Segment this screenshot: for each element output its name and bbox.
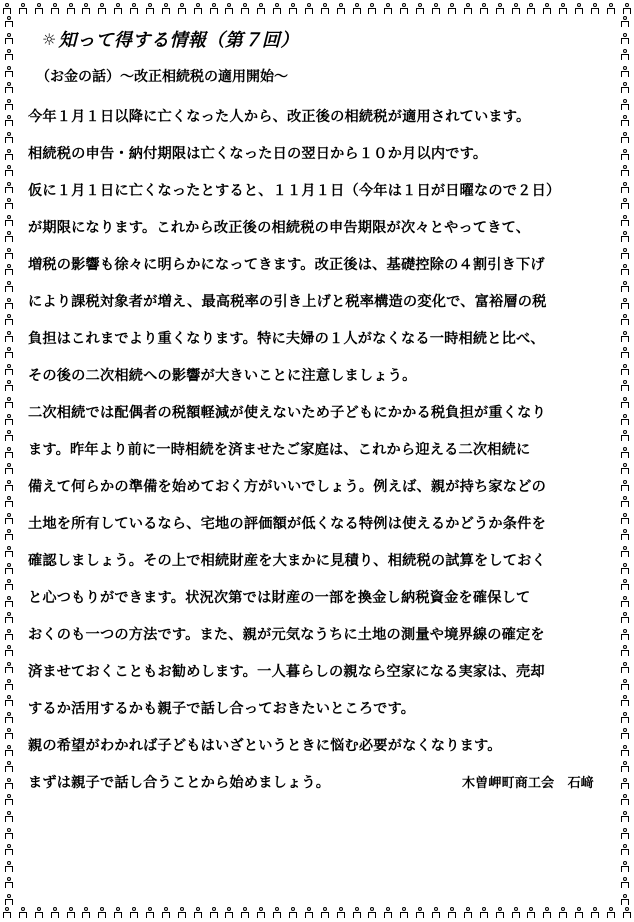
person-figure-icon (620, 380, 630, 392)
person-figure-icon (4, 33, 14, 45)
person-figure-icon (4, 563, 14, 575)
person-figure-icon (4, 761, 14, 773)
person-figure-icon (620, 679, 630, 691)
body-line: 備えて何らかの準備を始めておく方がいいでしょう。例えば、親が持ち家などの (28, 479, 546, 495)
person-figure-icon (4, 215, 14, 227)
person-figure-icon (620, 645, 630, 657)
person-figure-icon (620, 629, 630, 641)
closing-sentence: まずは親子で話し合うことから始めましょう。 (28, 775, 331, 791)
body-line: 相続税の申告・納付期限は亡くなった日の翌日から１０か月以内です。 (28, 146, 488, 162)
person-figure-icon (620, 828, 630, 840)
star-icon: ☼ (42, 29, 57, 49)
person-figure-icon (620, 198, 630, 210)
person-figure-icon (620, 397, 630, 409)
person-figure-icon (145, 907, 155, 919)
person-figure-icon (97, 3, 107, 15)
person-figure-icon (620, 182, 630, 194)
person-figure-icon (304, 907, 314, 919)
person-figure-icon (431, 907, 441, 919)
person-figure-icon (620, 745, 630, 757)
person-figure-icon (4, 149, 14, 161)
person-figure-icon (620, 894, 630, 906)
person-figure-icon (4, 264, 14, 276)
person-figure-icon (256, 3, 266, 15)
person-figure-icon (620, 264, 630, 276)
person-figure-icon (620, 165, 630, 177)
person-figure-icon (4, 629, 14, 641)
person-figure-icon (4, 281, 14, 293)
person-figure-icon (4, 99, 14, 111)
person-figure-icon (34, 907, 44, 919)
person-figure-icon (4, 861, 14, 873)
body-line: おくのも一つの方法です。また、親が元気なうちに土地の測量や境界線の確定を (28, 627, 545, 643)
person-figure-icon (4, 811, 14, 823)
person-figure-icon (4, 695, 14, 707)
person-figure-icon (620, 529, 630, 541)
person-figure-icon (542, 907, 552, 919)
person-figure-icon (336, 3, 346, 15)
person-figure-icon (620, 712, 630, 724)
person-figure-icon (288, 907, 298, 919)
person-figure-icon (18, 3, 28, 15)
body-line: その後の二次相続への影響が大きいことに注意しましょう。 (28, 368, 417, 384)
person-figure-icon (97, 907, 107, 919)
person-figure-icon (4, 728, 14, 740)
person-figure-icon (177, 907, 187, 919)
person-figure-icon (272, 907, 282, 919)
person-figure-icon (620, 66, 630, 78)
person-figure-icon (2, 907, 12, 919)
person-figure-icon (620, 513, 630, 525)
border-top (2, 2, 632, 16)
person-figure-icon (620, 414, 630, 426)
person-figure-icon (463, 3, 473, 15)
person-figure-icon (4, 679, 14, 691)
person-figure-icon (620, 99, 630, 111)
body-text (28, 99, 612, 802)
person-figure-icon (447, 907, 457, 919)
person-figure-icon (4, 828, 14, 840)
person-figure-icon (4, 314, 14, 326)
person-figure-icon (620, 579, 630, 591)
body-line: 増税の影響も徐々に明らかになってきます。改正後は、基礎控除の４割引き下げ (28, 257, 545, 273)
person-figure-icon (4, 165, 14, 177)
person-figure-icon (4, 794, 14, 806)
person-figure-icon (50, 3, 60, 15)
person-figure-icon (620, 364, 630, 376)
body-line: が期限になります。これから改正後の相続税の申告期限が次々とやってきて、 (28, 220, 531, 236)
person-figure-icon (620, 331, 630, 343)
person-figure-icon (590, 3, 600, 15)
person-figure-icon (4, 380, 14, 392)
person-figure-icon (4, 115, 14, 127)
person-figure-icon (113, 907, 123, 919)
person-figure-icon (620, 496, 630, 508)
person-figure-icon (4, 182, 14, 194)
person-figure-icon (620, 728, 630, 740)
person-figure-icon (320, 907, 330, 919)
person-figure-icon (145, 3, 155, 15)
body-line: 二次相続では配偶者の税額軽減が使えないため子どもにかかる税負担が重くなり (28, 405, 546, 421)
person-figure-icon (511, 3, 521, 15)
person-figure-icon (542, 3, 552, 15)
person-figure-icon (479, 907, 489, 919)
person-figure-icon (620, 16, 630, 28)
person-figure-icon (620, 877, 630, 889)
person-figure-icon (224, 907, 234, 919)
person-figure-icon (558, 907, 568, 919)
person-figure-icon (4, 596, 14, 608)
person-figure-icon (193, 907, 203, 919)
body-line: 負担はこれまでより重くなります。特に夫婦の１人がなくなる一時相続と比べ、 (28, 331, 545, 347)
body-line: 確認しましょう。その上で相続財産を大まかに見積り、相続税の試算をしておく (28, 553, 546, 569)
person-figure-icon (256, 907, 266, 919)
title-row (42, 26, 612, 52)
person-figure-icon (34, 3, 44, 15)
person-figure-icon (620, 662, 630, 674)
person-figure-icon (620, 215, 630, 227)
person-figure-icon (574, 3, 584, 15)
person-figure-icon (4, 546, 14, 558)
person-figure-icon (620, 447, 630, 459)
person-figure-icon (209, 3, 219, 15)
person-figure-icon (367, 907, 377, 919)
person-figure-icon (66, 907, 76, 919)
person-figure-icon (415, 907, 425, 919)
person-figure-icon (4, 463, 14, 475)
person-figure-icon (606, 3, 616, 15)
person-figure-icon (495, 907, 505, 919)
person-figure-icon (4, 894, 14, 906)
person-figure-icon (50, 907, 60, 919)
person-figure-icon (66, 3, 76, 15)
person-figure-icon (620, 49, 630, 61)
person-figure-icon (161, 907, 171, 919)
body-line: 仮に１月１日に亡くなったとすると、１１月１日（今年は１日が日曜なので２日） (28, 183, 561, 199)
person-figure-icon (4, 496, 14, 508)
signature: 木曽岬町商工会 石﨑 (461, 776, 594, 791)
person-figure-icon (479, 3, 489, 15)
border-left (2, 16, 16, 906)
person-figure-icon (18, 907, 28, 919)
person-figure-icon (620, 314, 630, 326)
body-line: 済ませておくこともお勧めします。一人暮らしの親なら空家になる実家は、売却 (28, 664, 545, 680)
person-figure-icon (399, 3, 409, 15)
person-figure-icon (4, 132, 14, 144)
person-figure-icon (4, 66, 14, 78)
person-figure-icon (620, 281, 630, 293)
person-figure-icon (4, 645, 14, 657)
person-figure-icon (511, 907, 521, 919)
person-figure-icon (4, 662, 14, 674)
person-figure-icon (4, 712, 14, 724)
person-figure-icon (558, 3, 568, 15)
person-figure-icon (463, 907, 473, 919)
person-figure-icon (620, 480, 630, 492)
person-figure-icon (495, 3, 505, 15)
person-figure-icon (383, 3, 393, 15)
person-figure-icon (4, 347, 14, 359)
person-figure-icon (4, 612, 14, 624)
person-figure-icon (620, 596, 630, 608)
person-figure-icon (590, 907, 600, 919)
person-figure-icon (161, 3, 171, 15)
document-content (28, 26, 612, 802)
person-figure-icon (81, 907, 91, 919)
person-figure-icon (4, 877, 14, 889)
person-figure-icon (272, 3, 282, 15)
body-line: ます。昨年より前に一時相続を済ませたご家庭は、これから迎える二次相続に (28, 442, 531, 458)
person-figure-icon (526, 907, 536, 919)
person-figure-icon (367, 3, 377, 15)
person-figure-icon (81, 3, 91, 15)
person-figure-icon (620, 132, 630, 144)
person-figure-icon (193, 3, 203, 15)
person-figure-icon (4, 480, 14, 492)
body-line: するか活用するかも親子で話し合っておきたいところです。 (28, 701, 416, 717)
person-figure-icon (177, 3, 187, 15)
person-figure-icon (2, 3, 12, 15)
person-figure-icon (304, 3, 314, 15)
person-figure-icon (622, 3, 632, 15)
person-figure-icon (4, 16, 14, 28)
person-figure-icon (4, 513, 14, 525)
person-figure-icon (606, 907, 616, 919)
person-figure-icon (620, 844, 630, 856)
person-figure-icon (4, 844, 14, 856)
person-figure-icon (620, 546, 630, 558)
person-figure-icon (620, 695, 630, 707)
subtitle: （お金の話）～改正相続税の適用開始～ (36, 69, 288, 85)
person-figure-icon (620, 231, 630, 243)
body-line: 土地を所有しているなら、宅地の評価額が低くなる特例は使えるかどうか条件を (28, 516, 546, 532)
person-figure-icon (4, 198, 14, 210)
body-line: 今年１月１日以降に亡くなった人から、改正後の相続税が適用されています。 (28, 109, 531, 125)
person-figure-icon (320, 3, 330, 15)
person-figure-icon (4, 778, 14, 790)
person-figure-icon (620, 612, 630, 624)
person-figure-icon (4, 430, 14, 442)
person-figure-icon (209, 907, 219, 919)
person-figure-icon (431, 3, 441, 15)
person-figure-icon (240, 907, 250, 919)
person-figure-icon (620, 82, 630, 94)
person-figure-icon (620, 33, 630, 45)
border-bottom (2, 906, 632, 920)
person-figure-icon (129, 907, 139, 919)
person-figure-icon (620, 794, 630, 806)
border-right (618, 16, 632, 906)
person-figure-icon (383, 907, 393, 919)
person-figure-icon (4, 298, 14, 310)
body-line: と心つもりができます。状況次第では財産の一部を換金し納税資金を確保して (28, 590, 531, 606)
person-figure-icon (4, 248, 14, 260)
person-figure-icon (622, 907, 632, 919)
person-figure-icon (574, 907, 584, 919)
person-figure-icon (620, 149, 630, 161)
person-figure-icon (399, 907, 409, 919)
person-figure-icon (620, 115, 630, 127)
person-figure-icon (4, 397, 14, 409)
person-figure-icon (415, 3, 425, 15)
person-figure-icon (352, 3, 362, 15)
person-figure-icon (288, 3, 298, 15)
person-figure-icon (4, 82, 14, 94)
person-figure-icon (113, 3, 123, 15)
person-figure-icon (620, 563, 630, 575)
person-figure-icon (620, 778, 630, 790)
person-figure-icon (620, 861, 630, 873)
person-figure-icon (526, 3, 536, 15)
person-figure-icon (620, 248, 630, 260)
person-figure-icon (4, 231, 14, 243)
person-figure-icon (4, 745, 14, 757)
person-figure-icon (4, 579, 14, 591)
person-figure-icon (240, 3, 250, 15)
person-figure-icon (336, 907, 346, 919)
person-figure-icon (4, 49, 14, 61)
body-line: により課税対象者が増え、最高税率の引き上げと税率構造の変化で、富裕層の税 (28, 294, 547, 310)
person-figure-icon (129, 3, 139, 15)
person-figure-icon (620, 298, 630, 310)
person-figure-icon (224, 3, 234, 15)
body-line: 親の希望がわかれば子どもはいざというときに悩む必要がなくなります。 (28, 738, 502, 754)
person-figure-icon (620, 761, 630, 773)
person-figure-icon (4, 447, 14, 459)
person-figure-icon (4, 331, 14, 343)
person-figure-icon (620, 811, 630, 823)
person-figure-icon (620, 430, 630, 442)
person-figure-icon (620, 463, 630, 475)
person-figure-icon (447, 3, 457, 15)
person-figure-icon (620, 347, 630, 359)
person-figure-icon (4, 414, 14, 426)
person-figure-icon (4, 364, 14, 376)
page-title: 知って得する情報（第７回） (58, 30, 299, 51)
last-line-row (28, 765, 612, 802)
person-figure-icon (4, 529, 14, 541)
person-figure-icon (352, 907, 362, 919)
